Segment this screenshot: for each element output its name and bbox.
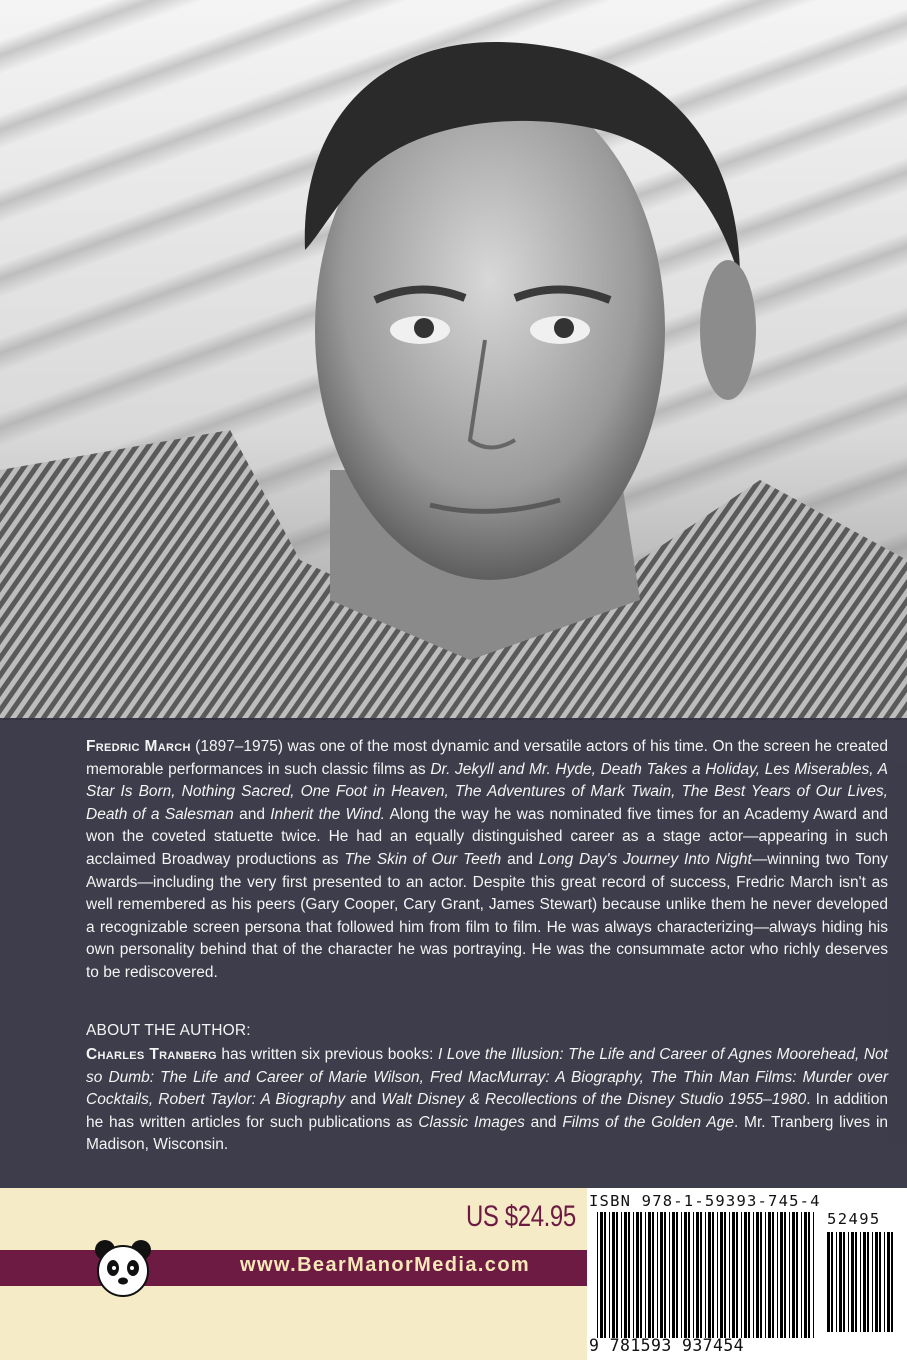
barcode-bar xyxy=(808,1212,810,1338)
barcode-bar xyxy=(848,1232,849,1332)
barcode-bar xyxy=(696,1212,699,1338)
barcode-bar xyxy=(789,1212,790,1338)
barcode-bar xyxy=(872,1232,873,1332)
barcode-bar xyxy=(887,1232,890,1332)
barcode-bar xyxy=(688,1212,690,1338)
barcode-bar xyxy=(753,1212,754,1338)
publisher-website-link[interactable]: www.BearManorMedia.com xyxy=(240,1254,531,1276)
barcode-bar xyxy=(681,1212,682,1338)
barcode-bar xyxy=(616,1212,618,1338)
barcode-bar xyxy=(744,1212,747,1338)
barcode-bar xyxy=(765,1212,766,1338)
barcode-bar xyxy=(741,1212,742,1338)
ean-barcode xyxy=(597,1212,819,1338)
barcode-bar xyxy=(855,1232,857,1332)
barcode-bar xyxy=(772,1212,774,1338)
supplement-barcode xyxy=(827,1232,899,1356)
barcode-bar xyxy=(640,1212,642,1338)
barcode-bar xyxy=(664,1212,666,1338)
barcode-bar xyxy=(827,1232,830,1332)
barcode-bar xyxy=(657,1212,658,1338)
barcode-bar xyxy=(760,1212,762,1338)
barcode-bar xyxy=(831,1232,833,1332)
barcode-bar xyxy=(720,1212,723,1338)
barcode-bar xyxy=(748,1212,750,1338)
panda-logo-icon xyxy=(92,1238,154,1300)
barcode-bar xyxy=(729,1212,730,1338)
barcode-bar xyxy=(851,1232,854,1332)
subject-name: Fredric March xyxy=(86,738,191,755)
barcode-bar xyxy=(712,1212,714,1338)
barcode-bar xyxy=(780,1212,783,1338)
barcode-bar xyxy=(891,1232,893,1332)
barcode-bar xyxy=(732,1212,735,1338)
barcode-bar xyxy=(648,1212,651,1338)
barcode-bar xyxy=(597,1212,598,1338)
barcode-bar xyxy=(693,1212,694,1338)
barcode-bar xyxy=(875,1232,878,1332)
barcode-bar xyxy=(884,1232,885,1332)
barcode-bar xyxy=(784,1212,786,1338)
barcode-bar xyxy=(645,1212,646,1338)
barcode-bar xyxy=(724,1212,726,1338)
barcode-bar xyxy=(600,1212,603,1338)
barcode-bar xyxy=(836,1232,837,1332)
barcode-bar xyxy=(700,1212,702,1338)
barcode-bar xyxy=(777,1212,778,1338)
barcode-bar xyxy=(879,1232,881,1332)
barcode-bar xyxy=(684,1212,687,1338)
barcode-digits: 9 781593 937454 xyxy=(589,1336,745,1355)
barcode-bar xyxy=(867,1232,869,1332)
barcode-bar xyxy=(860,1232,861,1332)
isbn-barcode-box xyxy=(587,1188,907,1360)
barcode-bar xyxy=(843,1232,845,1332)
barcode-bar xyxy=(839,1232,842,1332)
barcode-bar xyxy=(633,1212,634,1338)
barcode-bar xyxy=(717,1212,718,1338)
price-supplement-code: 52495 xyxy=(827,1210,881,1228)
barcode-bar xyxy=(736,1212,738,1338)
about-author-heading: ABOUT THE AUTHOR: xyxy=(86,1022,251,1039)
barcode-bar xyxy=(672,1212,675,1338)
barcode-bar xyxy=(636,1212,639,1338)
author-name: Charles Tranberg xyxy=(86,1046,217,1063)
book-description: Fredric March (1897–1975) was one of the most dynamic and versatile actors of his time. On the screen he created memorable performances in such classic films as Dr. Jekyll and Mr. Hyde, Death Takes a Holiday, Les Miserables, A Star Is Born, Nothing Sacred, One Foot in Heaven, The Adventures of Mark Twain, The Best Years of Our Lives, Death of a Salesman and Inherit the Wind. Along the way he was nominated five times for an Academy Award and won the coveted statuette twice. He had an equally distinguished career as a stage actor—appearing in such acclaimed Broadway productions as The Skin of Our Teeth and Long Day's Journey Into Night—winning two Tony Awards—including the very first presented to an actor. Despite this great record of success, Fredric March isn't as well remembered as his peers (Gary Cooper, Cary Grant, James Stewart) because unlike them he never developed a recognizable screen persona that followed him from film to film. He was always characterizing—always hiding his own personality behind that of the character he was portraying. He was the consummate actor who richly deserves to be rediscovered. xyxy=(86,738,889,981)
barcode-bar xyxy=(604,1212,606,1338)
barcode-bar xyxy=(652,1212,654,1338)
barcode-bar xyxy=(768,1212,771,1338)
author-bio: Charles Tranberg has written six previous books: I Love the Illusion: The Life and Career of Agnes Moorehead, Not so Dumb: The Life and Career of Marie Wilson, Fred MacMurray: A Biography, The Thin Man Films: Murder over Cocktails, Robert Taylor: A Biography and Walt Disney & Recollections of the Disney Studio 1955–1980. In addition he has written articles for such publications as Classic Images and Films of the Golden Age. Mr. Tranberg lives in Madison, Wisconsin. xyxy=(86,1046,889,1154)
description-panel xyxy=(0,718,907,1188)
barcode-bar xyxy=(624,1212,627,1338)
barcode-bar xyxy=(609,1212,610,1338)
barcode-bar xyxy=(621,1212,622,1338)
film-titles: Dr. Jekyll and Mr. Hyde, Death Takes a Holiday, Les Miserables, A Star Is Born, Nothing Sacred, One Foot in Heaven, The Adventures of Mark Twain, The Best Years of Our Lives, Death of a Salesman xyxy=(86,760,888,823)
book-titles: I Love the Illusion: The Life and Career of Agnes Moorehead, Not so Dumb: The Life and Career of Marie Wilson, Fred MacMurray: A Biography, The Thin Man Films: Murder over Cocktails, Robert Taylor: A Biography xyxy=(86,1046,888,1109)
barcode-bar xyxy=(796,1212,798,1338)
barcode-bar xyxy=(792,1212,795,1338)
barcode-bar xyxy=(756,1212,759,1338)
barcode-bar xyxy=(801,1212,802,1338)
barcode-bar xyxy=(708,1212,711,1338)
barcode-bar xyxy=(676,1212,678,1338)
barcode-bar xyxy=(660,1212,663,1338)
barcode-bar xyxy=(705,1212,706,1338)
barcode-bar xyxy=(669,1212,670,1338)
barcode-bar xyxy=(612,1212,615,1338)
price-label: US $24.95 xyxy=(466,1200,576,1233)
barcode-bar xyxy=(863,1232,866,1332)
barcode-bar xyxy=(813,1212,814,1338)
barcode-bar xyxy=(804,1212,807,1338)
barcode-bar xyxy=(628,1212,630,1338)
isbn-number: ISBN 978-1-59393-745-4 xyxy=(589,1192,821,1210)
